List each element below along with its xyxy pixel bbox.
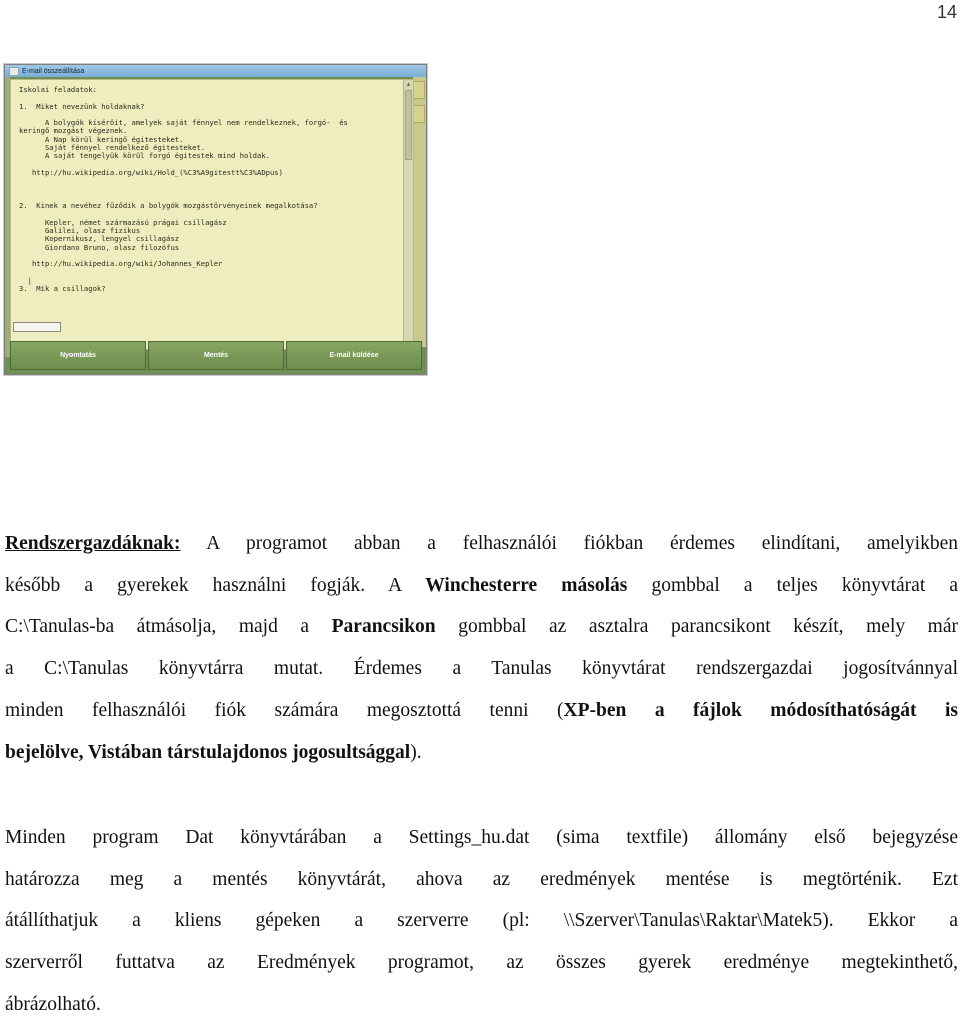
email-text-line: A saját tengelyük körül forgó égitestek mind holdak.: [19, 151, 270, 161]
para2-line-5: ábrázolható.: [5, 993, 101, 1015]
vertical-scrollbar[interactable]: [403, 80, 413, 349]
para1-line-4: a C:\Tanulas könyvtárra mutat. Érdemes a Tanulas könyvtárat rendszergazdai jogosítvánnyal: [5, 658, 958, 680]
email-text-line: [19, 177, 399, 185]
admin-paragraph: [5, 523, 958, 773]
window-icon: [9, 67, 19, 76]
para2-line-4: szerverről futtatva az Eredmények programot, az összes gyerek eredménye megtekinthető,: [5, 952, 958, 974]
shortcut-bold: Parancsikon: [331, 616, 436, 638]
email-window-screenshot: [4, 64, 427, 375]
para2-line-1: Minden program Dat könyvtárában a Settings_hu.dat (sima textfile) állomány első bejegyzése: [5, 827, 958, 848]
email-body-text: [19, 86, 399, 293]
para1-text: C:\Tanulas-ba átmásolja, majd a: [5, 616, 332, 638]
para1-text: A programot abban a felhasználói fiókban érdemes elindítani, amelyikben: [180, 533, 958, 554]
background-field: [13, 322, 61, 332]
email-text-line: [19, 269, 399, 277]
email-text-line: Kopernikusz, lengyel csillagász: [19, 234, 180, 244]
para1-line-6: [5, 732, 958, 774]
admin-label: Rendszergazdáknak:: [5, 533, 181, 554]
email-text-line: 2. Kinek a nevéhez fűződik a bolygók mozgástörvényeinek megalkotása?: [19, 201, 318, 211]
scroll-up-icon[interactable]: ▲: [405, 82, 412, 88]
email-text-line: |: [19, 275, 32, 285]
para1-text: ).: [410, 741, 422, 763]
email-text-line: [19, 186, 399, 194]
xp-note-bold: XP-ben a fájlok módosíthatóságát is: [563, 699, 958, 721]
para1-line-2: [5, 565, 958, 607]
email-text-line: Galilei, olasz fizikus: [19, 226, 141, 236]
winchester-copy-bold: Winchesterre másolás: [425, 574, 628, 596]
para1-text: gombbal a teljes könyvtárat a: [627, 574, 959, 596]
para1-line-3: [5, 606, 958, 648]
window-title: E-mail összeállítása: [22, 67, 85, 75]
email-text-line: A bolygók kísérőit, amelyek saját fénnyel nem rendelkeznek, forgó- és: [19, 118, 348, 128]
vista-note-bold: bejelölve, Vistában társtulajdonos jogosultsággal: [5, 741, 411, 763]
email-text-line: A Nap körül keringő égitesteket.: [19, 134, 184, 144]
para2-line-3: átállíthatjuk a kliens gépeken a szerverre (pl: \\Szerver\Tanulas\Raktar\Matek5). Ekkor a: [5, 910, 958, 932]
window-titlebar: [5, 65, 426, 77]
email-text-line: Iskolai feladatok:: [19, 85, 97, 94]
background-right: [413, 77, 426, 347]
para1-text: minden felhasználói fiók számára megosztottá tenni (: [5, 699, 564, 721]
action-buttons: [10, 341, 422, 370]
email-text-line: keringő mozgást végeznek.: [19, 126, 128, 136]
para1-line-5: [5, 690, 958, 732]
email-text-line: Kepler, német származású prágai csillagász: [19, 217, 227, 227]
print-button[interactable]: Nyomtatás: [10, 341, 146, 370]
para2-line-2: határozza meg a mentés könyvtárát, ahova az eredmények mentése is megtörténik. Ezt: [5, 868, 958, 890]
email-text-line: 3. Mik a csillagok?: [19, 284, 106, 294]
scroll-thumb[interactable]: [405, 90, 412, 160]
email-text-line: 1. Miket nevezünk holdaknak?: [19, 101, 145, 111]
send-email-button[interactable]: E-mail küldése: [286, 341, 422, 370]
page-number: 14: [936, 2, 957, 22]
email-body-textarea[interactable]: [10, 79, 414, 350]
para1-text: gombbal az asztalra parancsikont készít, mely már: [435, 616, 958, 638]
save-button[interactable]: Mentés: [148, 341, 284, 370]
email-text-line: Giordano Bruno, olasz filozófus: [19, 242, 180, 252]
email-text-line: Saját fénnyel rendelkező égitesteket.: [19, 143, 206, 153]
email-text-line: http://hu.wikipedia.org/wiki/Hold_(%C3%A9gitestt%C3%ADpus): [19, 167, 283, 177]
para1-text: később a gyerekek használni fogják. A: [5, 574, 426, 596]
settings-paragraph: [5, 817, 958, 1026]
email-text-line: http://hu.wikipedia.org/wiki/Johannes_Kepler: [19, 259, 223, 269]
para1-line-1: [5, 523, 958, 565]
